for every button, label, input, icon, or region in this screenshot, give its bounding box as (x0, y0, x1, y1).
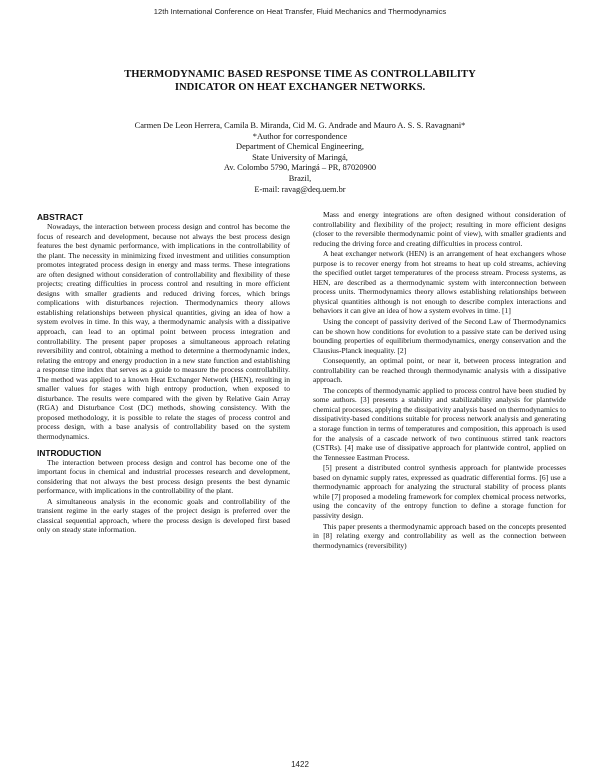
introduction-heading: INTRODUCTION (37, 447, 102, 458)
right-paragraph-4: Consequently, an optimal point, or near it, between process integration and controllability can be reached through thermodynamic analysis with a dissipative approach. (313, 356, 566, 385)
author-block (60, 121, 540, 195)
page-number: 1422 (291, 760, 309, 769)
paper-title (60, 68, 540, 94)
right-paragraph-6: [5] present a distributed control synthesis approach for plantwide processes based on dynamic supply rates, expressed as quadratic differential forms. [6] use a thermodynamic approach for analyzing the structural stability of process plants while [7] proposed a modeling framework for complex chemical process networks, using the concavity of the entropy function to define a storage function for passivity design. (313, 463, 566, 520)
intro-paragraph-1: The interaction between process design and control has become one of the important focus in chemical and industrial processes research and development, considering that not always the best process design presents the best dynamic performance, with implications in the controllability of the plant. (37, 457, 290, 496)
title-line-1: THERMODYNAMIC BASED RESPONSE TIME AS CONTROLLABILITY (124, 69, 476, 80)
right-paragraph-7: This paper presents a thermodynamic approach based on the concepts presented in [8] relating exergy and controllability as well as the connection between thermodynamics (reversibility) (313, 521, 566, 550)
right-column (313, 210, 566, 550)
country: Brazil, (288, 173, 312, 183)
email: E-mail: ravag@deq.uem.br (254, 184, 346, 194)
department: Department of Chemical Engineering, (236, 142, 364, 152)
right-paragraph-1: Mass and energy integrations are often designed without consideration of controllability and flexibility of the project; resulting in more efficient designs (closer to the reversible thermodynamic point of view), with smaller gradients and reducing the driving force and creating difficulties in process control. (313, 210, 566, 248)
abstract-text: Nowadays, the interaction between process design and control has become the focus of research and development, because not always the best process design features the best dynamic performance, with implications in the controllability of the plant. The necessity in minimizing fixed investment and utilities consumption promotes integrated process design in energy and mass terms. These integrations are often designed without consideration of controllability and flexibility of these projects; creating difficulties in process control and resulting in more efficient designs with smaller gradients and reduced driving forces, which brings complications with disturbances rejection. Thermodynamics theory allows establishing relationships between physical quantities, giving an idea of how a system evolves in time. In this way, a thermodynamic analysis with a dissipative approach, can lead to an optimal point between process integration and controllability. The present paper proposes a simultaneous approach relating reversibility and control, obtaining a method to determine a thermodynamic index, relating the entropy and energy production in a new state function and establishing a response time index that serves as a guide to measure the process controllability. The method was applied to a known Heat Exchanger Network (HEN), resulting in smaller values for stages with high entropy production, when exposed to disturbance. The results were compared with the given by Relative Gain Array (RGA) and Disturbance Cost (DC) methods, showing consistency. With the proposed methodology, it is possible to relate the stages of process control and process design, with a base analysis of controllability based on the system thermodynamics. (37, 222, 290, 442)
intro-paragraph-2: A simultaneous analysis in the economic goals and controllability of the transient regime in the early stages of the project design is preferred over the classical sequential approach, where the process design is developed first based only on steady state information. (37, 496, 290, 535)
left-column (37, 212, 290, 535)
title-line-2: INDICATOR ON HEAT EXCHANGER NETWORKS. (174, 82, 426, 93)
abstract-heading: ABSTRACT (37, 212, 84, 222)
right-paragraph-2: A heat exchanger network (HEN) is an arrangement of heat exchangers whose purpose is to recover energy from hot streams to heat up cold streams, achieving the specified outlet target temperatures of the process stream. Process systems, as HEN, are described as a thermodynamic system with interconnection between process units. Thermodynamics theory allows establishing relationships between physical quantities although is not enough to describe complex interactions and behaviors it can give an idea of how a system evolves in time. [1] (313, 249, 566, 316)
conference-header: 12th International Conference on Heat Transfer, Fluid Mechanics and Thermodynamics (153, 7, 447, 16)
right-paragraph-5: The concepts of thermodynamic applied to process control have been studied by some authors. [3] presents a stability and stabilizability analysis for plantwide chemical processes, applying the dissipativity analysis based on thermodynamics to dissipativity-based conditions suitable for process network analysis and generating a storage function in terms of temperatures and composition, this approach is used for the analysis of a cascade network of two continuous stirred tank reactors (CSTRs). [4] make use of dissipative approach for plantwide control, applied on the Tennessee Eastman Process. (313, 385, 566, 462)
correspondence-note: *Author for correspondence (252, 131, 348, 141)
university: State University of Maringá, (252, 152, 348, 162)
author-names: Carmen De Leon Herrera, Camila B. Miranda, Cid M. G. Andrade and Mauro A. S. S. Ravagnani* (134, 121, 466, 130)
right-paragraph-3: Using the concept of passivity derived of the Second Law of Thermodynamics can be shown how conditions for evolution to a passive state can be derived using bounding properties of equilibrium thermodynamics, energy conservation and the Clausius-Planck inequality. [2] (313, 317, 566, 355)
address: Av. Colombo 5790, Maringá – PR, 87020900 (223, 163, 377, 173)
